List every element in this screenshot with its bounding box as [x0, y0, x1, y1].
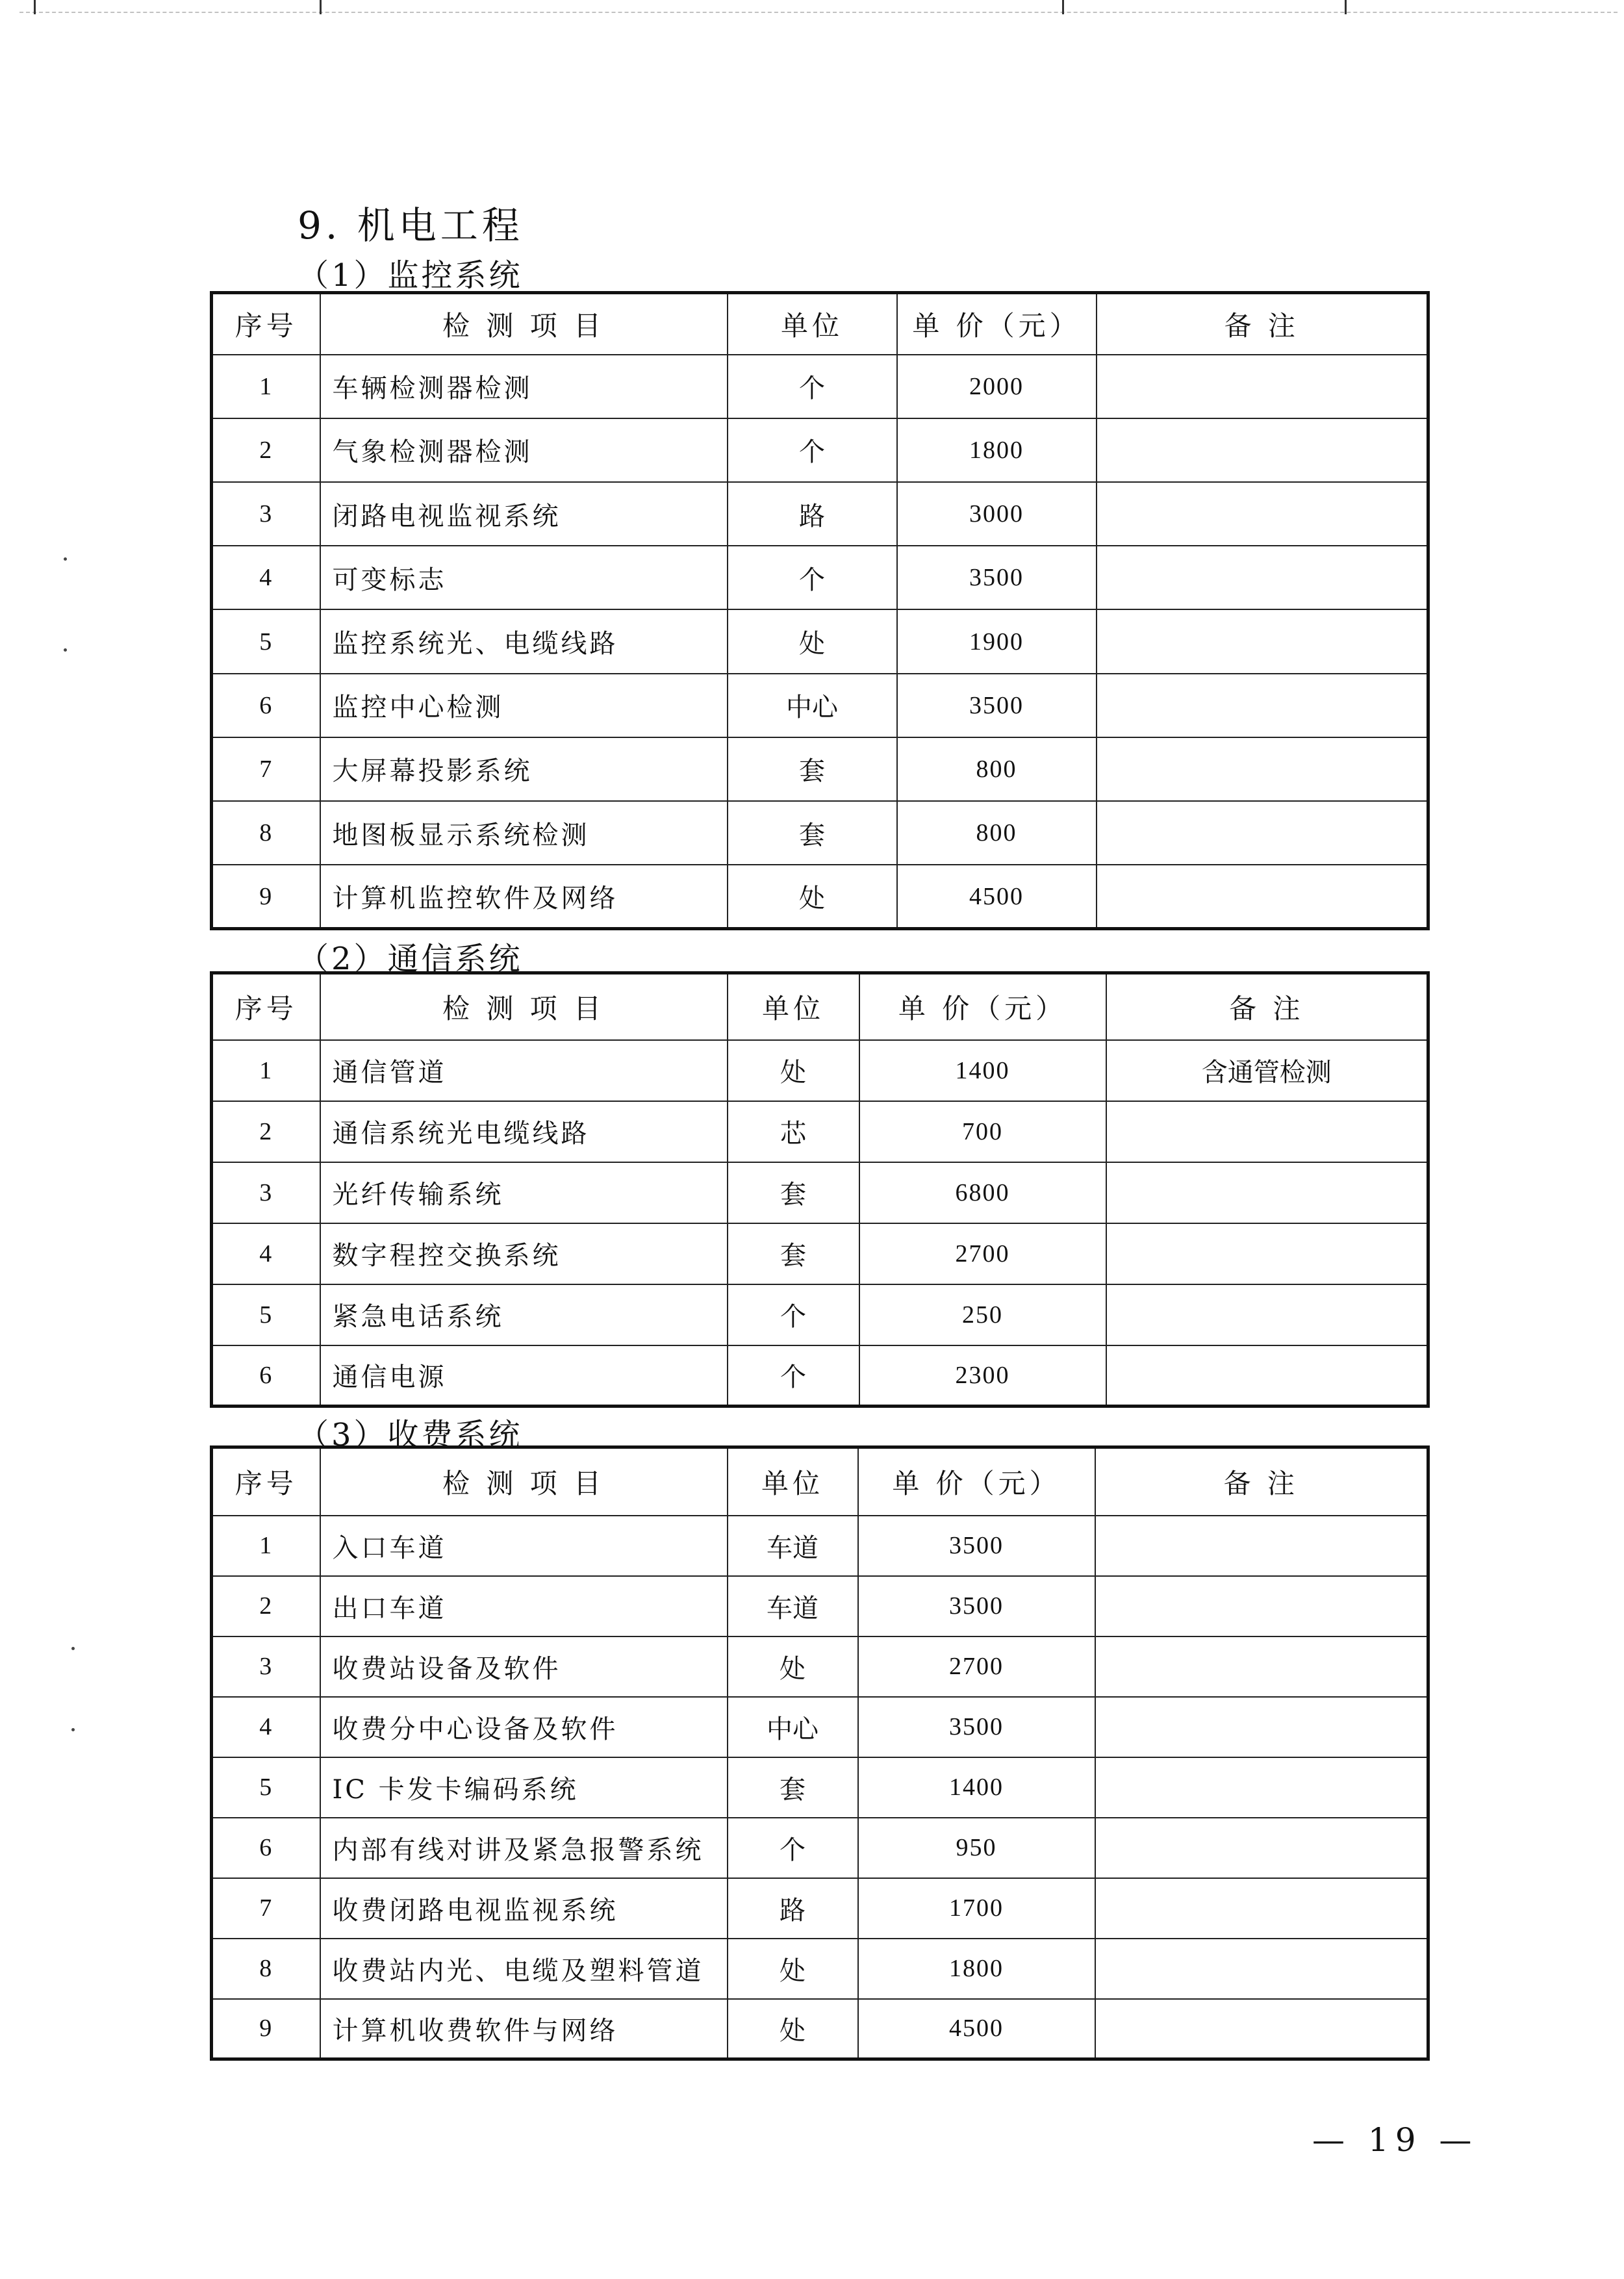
table-row [212, 355, 1428, 418]
cell-note [1097, 737, 1428, 801]
table-row [212, 1284, 1428, 1345]
cell-price: 1700 [858, 1878, 1095, 1939]
cell-price: 1800 [858, 1939, 1095, 1999]
column-header-unit: 单位 [728, 1447, 858, 1516]
table-row [212, 546, 1428, 609]
column-header-index: 序号 [212, 1447, 320, 1516]
cell-item: 监控中心检测 [320, 674, 728, 737]
table-row [212, 1697, 1428, 1757]
scan-dot [64, 648, 67, 652]
table-row [212, 1516, 1428, 1576]
cell-price: 4500 [897, 865, 1097, 928]
table-row [212, 1939, 1428, 1999]
cell-item: 收费分中心设备及软件 [320, 1697, 728, 1757]
cell-unit: 处 [728, 1040, 859, 1101]
cell-index: 1 [212, 1040, 320, 1101]
cell-price: 2700 [859, 1223, 1106, 1284]
cell-index: 2 [212, 418, 320, 482]
cell-index: 9 [212, 865, 320, 928]
cell-unit: 个 [728, 546, 897, 609]
table-row [212, 609, 1428, 673]
cell-item: 收费站内光、电缆及塑料管道 [320, 1939, 728, 1999]
cell-index: 9 [212, 1999, 320, 2059]
cell-price: 250 [859, 1284, 1106, 1345]
cell-unit: 处 [728, 609, 897, 673]
table-row [212, 1818, 1428, 1878]
cell-index: 7 [212, 737, 320, 801]
cell-unit: 中心 [728, 1697, 858, 1757]
table-row [212, 1757, 1428, 1818]
scan-artifact-mark [1345, 0, 1347, 14]
cell-item: 计算机收费软件与网络 [320, 1999, 728, 2059]
table-1-subtitle: （1）监控系统 [298, 257, 523, 294]
page-number: — 19 — [1312, 2121, 1478, 2159]
cell-unit: 处 [728, 1999, 858, 2059]
column-header-index: 序号 [212, 973, 320, 1040]
cell-index: 3 [212, 1162, 320, 1223]
table-row [212, 737, 1428, 801]
table-row [212, 1878, 1428, 1939]
column-header-note: 备 注 [1106, 973, 1428, 1040]
cell-item: 内部有线对讲及紧急报警系统 [320, 1818, 728, 1878]
scan-artifact-mark [34, 0, 36, 14]
cell-unit: 个 [728, 355, 897, 418]
table-row [212, 865, 1428, 928]
cell-price: 2700 [858, 1636, 1095, 1697]
cell-price: 950 [858, 1818, 1095, 1878]
cell-price: 2300 [859, 1345, 1106, 1407]
column-header-unit: 单位 [728, 293, 897, 355]
cell-note [1097, 355, 1428, 418]
cell-note [1095, 1757, 1428, 1818]
table-3-subtitle: （3）收费系统 [298, 1417, 523, 1453]
cell-note [1095, 1878, 1428, 1939]
cell-index: 2 [212, 1101, 320, 1162]
column-header-item: 检 测 项 目 [320, 973, 728, 1040]
column-header-unit: 单位 [728, 973, 859, 1040]
cell-index: 1 [212, 355, 320, 418]
column-header-price: 单 价（元） [858, 1447, 1095, 1516]
scan-artifact-mark [1062, 0, 1064, 14]
scan-dot [71, 1647, 75, 1650]
cell-unit: 套 [728, 737, 897, 801]
cell-note [1097, 609, 1428, 673]
cell-index: 5 [212, 1757, 320, 1818]
cell-index: 6 [212, 674, 320, 737]
cell-note [1097, 865, 1428, 928]
cell-item: 车辆检测器检测 [320, 355, 728, 418]
monitoring-system-table [210, 291, 1430, 930]
table-2-subtitle: （2）通信系统 [298, 941, 523, 977]
cell-item: 光纤传输系统 [320, 1162, 728, 1223]
cell-item: 数字程控交换系统 [320, 1223, 728, 1284]
cell-unit: 车道 [728, 1576, 858, 1636]
table-row [212, 674, 1428, 737]
cell-price: 800 [897, 737, 1097, 801]
cell-unit: 套 [728, 1757, 858, 1818]
table-row [212, 801, 1428, 865]
cell-unit: 个 [728, 418, 897, 482]
cell-price: 3500 [897, 546, 1097, 609]
cell-price: 1400 [858, 1757, 1095, 1818]
cell-item: 气象检测器检测 [320, 418, 728, 482]
cell-note [1095, 1636, 1428, 1697]
cell-index: 6 [212, 1345, 320, 1407]
cell-index: 3 [212, 1636, 320, 1697]
cell-item: 通信管道 [320, 1040, 728, 1101]
cell-note [1106, 1345, 1428, 1407]
cell-item: 出口车道 [320, 1576, 728, 1636]
cell-unit: 路 [728, 1878, 858, 1939]
cell-price: 800 [897, 801, 1097, 865]
cell-note [1095, 1818, 1428, 1878]
cell-note [1095, 1697, 1428, 1757]
cell-note: 含通管检测 [1106, 1040, 1428, 1101]
section-title: 9. 机电工程 [298, 203, 524, 248]
cell-item: 监控系统光、电缆线路 [320, 609, 728, 673]
cell-index: 7 [212, 1878, 320, 1939]
table-row [212, 1576, 1428, 1636]
cell-price: 1400 [859, 1040, 1106, 1101]
cell-item: 地图板显示系统检测 [320, 801, 728, 865]
cell-index: 6 [212, 1818, 320, 1878]
scan-dot [64, 557, 67, 561]
table-row [212, 1223, 1428, 1284]
cell-item: 计算机监控软件及网络 [320, 865, 728, 928]
cell-note [1095, 1516, 1428, 1576]
cell-note [1095, 1576, 1428, 1636]
cell-price: 4500 [858, 1999, 1095, 2059]
cell-item: 收费站设备及软件 [320, 1636, 728, 1697]
table-row [212, 1162, 1428, 1223]
cell-index: 8 [212, 1939, 320, 1999]
cell-note [1106, 1284, 1428, 1345]
cell-unit: 处 [728, 1636, 858, 1697]
cell-index: 5 [212, 1284, 320, 1345]
cell-note [1097, 801, 1428, 865]
column-header-note: 备 注 [1095, 1447, 1428, 1516]
column-header-price: 单 价（元） [897, 293, 1097, 355]
cell-note [1097, 546, 1428, 609]
cell-unit: 套 [728, 1223, 859, 1284]
cell-index: 1 [212, 1516, 320, 1576]
cell-price: 3500 [897, 674, 1097, 737]
cell-index: 3 [212, 482, 320, 546]
column-header-price: 单 价（元） [859, 973, 1106, 1040]
scan-artifact-line [19, 9, 1618, 13]
cell-unit: 个 [728, 1284, 859, 1345]
cell-index: 8 [212, 801, 320, 865]
table-header-row [212, 973, 1428, 1040]
cell-unit: 芯 [728, 1101, 859, 1162]
cell-price: 700 [859, 1101, 1106, 1162]
cell-item: 收费闭路电视监视系统 [320, 1878, 728, 1939]
cell-item: 通信电源 [320, 1345, 728, 1407]
cell-note [1106, 1162, 1428, 1223]
cell-unit: 处 [728, 1939, 858, 1999]
cell-price: 1800 [897, 418, 1097, 482]
table-row [212, 1999, 1428, 2059]
scan-dot [71, 1728, 75, 1731]
cell-index: 4 [212, 1697, 320, 1757]
table-row [212, 1040, 1428, 1101]
cell-unit: 个 [728, 1818, 858, 1878]
cell-unit: 中心 [728, 674, 897, 737]
table-header-row [212, 293, 1428, 355]
cell-price: 1900 [897, 609, 1097, 673]
cell-price: 3000 [897, 482, 1097, 546]
cell-item: 可变标志 [320, 546, 728, 609]
communication-system-table [210, 971, 1430, 1408]
cell-note [1095, 1999, 1428, 2059]
table-row [212, 1345, 1428, 1407]
cell-note [1095, 1939, 1428, 1999]
cell-price: 2000 [897, 355, 1097, 418]
toll-system-table [210, 1445, 1430, 2061]
table-row [212, 418, 1428, 482]
cell-unit: 个 [728, 1345, 859, 1407]
column-header-item: 检 测 项 目 [320, 293, 728, 355]
cell-item: 大屏幕投影系统 [320, 737, 728, 801]
column-header-note: 备 注 [1097, 293, 1428, 355]
cell-index: 4 [212, 1223, 320, 1284]
column-header-index: 序号 [212, 293, 320, 355]
table-row [212, 482, 1428, 546]
cell-note [1097, 418, 1428, 482]
cell-item: IC 卡发卡编码系统 [320, 1757, 728, 1818]
cell-item: 入口车道 [320, 1516, 728, 1576]
cell-note [1106, 1223, 1428, 1284]
cell-unit: 套 [728, 801, 897, 865]
cell-note [1097, 482, 1428, 546]
table-header-row [212, 1447, 1428, 1516]
cell-price: 3500 [858, 1576, 1095, 1636]
cell-price: 6800 [859, 1162, 1106, 1223]
cell-index: 2 [212, 1576, 320, 1636]
column-header-item: 检 测 项 目 [320, 1447, 728, 1516]
cell-unit: 路 [728, 482, 897, 546]
cell-note [1106, 1101, 1428, 1162]
cell-note [1097, 674, 1428, 737]
table-row [212, 1636, 1428, 1697]
cell-unit: 处 [728, 865, 897, 928]
cell-price: 3500 [858, 1516, 1095, 1576]
scan-artifact-mark [320, 0, 322, 14]
cell-item: 紧急电话系统 [320, 1284, 728, 1345]
cell-item: 闭路电视监视系统 [320, 482, 728, 546]
cell-index: 4 [212, 546, 320, 609]
cell-unit: 套 [728, 1162, 859, 1223]
cell-unit: 车道 [728, 1516, 858, 1576]
cell-price: 3500 [858, 1697, 1095, 1757]
cell-index: 5 [212, 609, 320, 673]
cell-item: 通信系统光电缆线路 [320, 1101, 728, 1162]
table-row [212, 1101, 1428, 1162]
